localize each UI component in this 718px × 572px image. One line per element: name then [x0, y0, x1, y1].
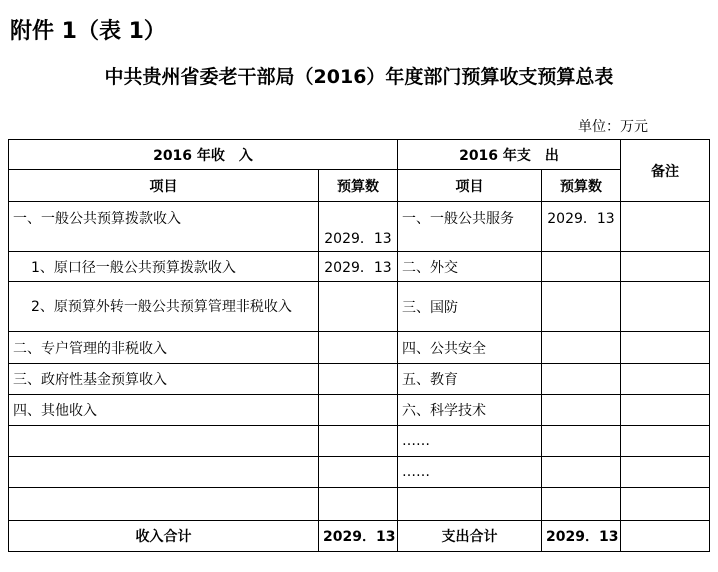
unit-label: 单位：万元: [578, 119, 648, 135]
income-item: 一、一般公共预算拨款收入: [9, 202, 319, 252]
column-header-row: [9, 170, 710, 202]
income-item-header: 项目: [9, 170, 319, 202]
income-amount: 2029．13: [319, 202, 398, 252]
expense-item: ……: [398, 426, 542, 457]
expense-amount: [542, 332, 621, 364]
expense-item: 三、国防: [398, 282, 542, 332]
remarks-header: 备注: [621, 140, 710, 202]
income-item: [9, 457, 319, 488]
income-amount: [319, 282, 398, 332]
remarks-cell: [621, 202, 710, 252]
income-amount: [319, 457, 398, 488]
expense-item: 五、教育: [398, 364, 542, 395]
remarks-cell: [621, 332, 710, 364]
table-row: [9, 252, 710, 282]
expense-amount: [542, 282, 621, 332]
table-row: [9, 488, 710, 521]
income-total-amount: 2029．13: [319, 521, 398, 552]
income-amount: [319, 488, 398, 521]
expense-item: [398, 488, 542, 521]
remarks-cell: [621, 521, 710, 552]
income-item: 1、原口径一般公共预算拨款收入: [9, 252, 319, 282]
income-item: 二、专户管理的非税收入: [9, 332, 319, 364]
table-row: [9, 395, 710, 426]
income-total-label: 收入合计: [9, 521, 319, 552]
income-item: 2、原预算外转一般公共预算管理非税收入: [9, 282, 319, 332]
income-item: 三、政府性基金预算收入: [9, 364, 319, 395]
expense-total-label: 支出合计: [398, 521, 542, 552]
budget-table: [8, 139, 710, 552]
income-amount: [319, 395, 398, 426]
document-title: 中共贵州省委老干部局（2016）年度部门预算收支预算总表: [104, 66, 614, 88]
table-row: [9, 282, 710, 332]
income-amount: [319, 332, 398, 364]
remarks-cell: [621, 252, 710, 282]
table-row: [9, 457, 710, 488]
income-amount: 2029．13: [319, 252, 398, 282]
table-row: [9, 426, 710, 457]
expense-group-header: 2016 年支 出: [398, 140, 621, 170]
total-row: [9, 521, 710, 552]
income-item: 四、其他收入: [9, 395, 319, 426]
income-amount: [319, 364, 398, 395]
expense-item: 六、科学技术: [398, 395, 542, 426]
expense-item-header: 项目: [398, 170, 542, 202]
expense-item: 二、外交: [398, 252, 542, 282]
income-group-header: 2016 年收 入: [9, 140, 398, 170]
remarks-cell: [621, 457, 710, 488]
expense-amount-header: 预算数: [542, 170, 621, 202]
expense-total-amount: 2029．13: [542, 521, 621, 552]
expense-amount: [542, 252, 621, 282]
expense-amount: 2029．13: [542, 202, 621, 252]
remarks-cell: [621, 426, 710, 457]
expense-item: 四、公共安全: [398, 332, 542, 364]
remarks-cell: [621, 488, 710, 521]
expense-amount: [542, 426, 621, 457]
remarks-cell: [621, 395, 710, 426]
expense-item: 一、一般公共服务: [398, 202, 542, 252]
income-amount: [319, 426, 398, 457]
attachment-label: 附件 1（表 1）: [10, 19, 166, 44]
income-item: [9, 426, 319, 457]
table-row: [9, 202, 710, 252]
remarks-cell: [621, 282, 710, 332]
remarks-cell: [621, 364, 710, 395]
expense-amount: [542, 457, 621, 488]
expense-amount: [542, 364, 621, 395]
table-row: [9, 332, 710, 364]
expense-item: ……: [398, 457, 542, 488]
income-item: [9, 488, 319, 521]
expense-amount: [542, 488, 621, 521]
table-row: [9, 364, 710, 395]
expense-amount: [542, 395, 621, 426]
income-amount-header: 预算数: [319, 170, 398, 202]
group-header-row: [9, 140, 710, 170]
